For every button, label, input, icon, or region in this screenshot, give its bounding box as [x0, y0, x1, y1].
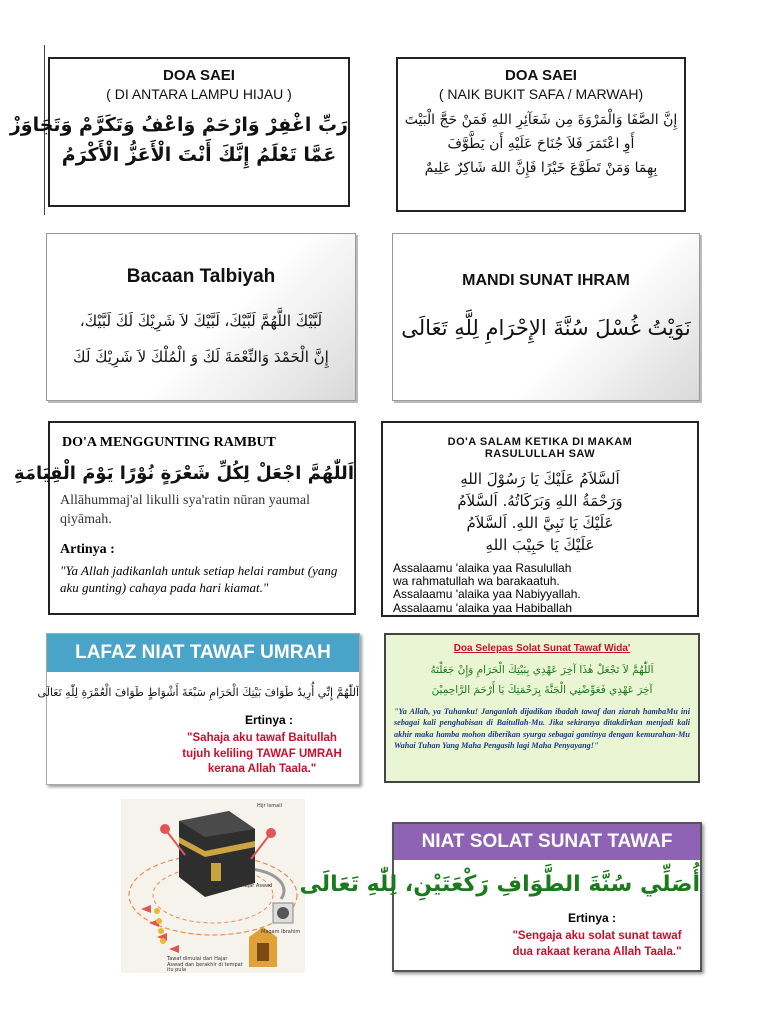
card-title: DO'A MENGGUNTING RAMBUT — [62, 435, 276, 450]
ertinya-label: Ertinya : — [567, 911, 616, 925]
card-banner — [394, 824, 700, 860]
meaning-text: "Ya Allah, ya Tuhanku! Janganlah dijadikan ibadah tawaf dan ziarah hambaMu ini sebagai kali penghabisan di Baitullah-Mu. Jika sekiranya ditakdirkan menjadi kali akhir maka hamba mohon diberikan syurga sebagai gantinya dengan kemurahan-Mu Wahai Tuhan Yang Maha Pengasih lagi Maha Penyayang!" — [394, 707, 690, 750]
arabic-line: اَللّٰهُمَّ إِنِّي أُرِيدُ طَوَافَ بَيْتِكَ الْحَرَامِ سَبْعَةَ أَشْوَاطٍ طَوَافَ الْعُمْرَةِ لِلّٰهِ تَعَالَى — [37, 686, 359, 699]
card-solat-tawaf — [299, 822, 702, 972]
card-tawaf-wida — [384, 633, 700, 783]
arabic-line: اَللّٰهُمَّ اجْعَلْ لِكُلِّ شَعْرَةٍ نُوْرًا يَوْمَ الْقِيَامَةِ — [13, 463, 354, 484]
meaning-text: "Sahaja aku tawaf Baitullah tujuh keliling TAWAF UMRAH kerana Allah Taala." — [182, 732, 342, 776]
card-talbiyah — [46, 233, 356, 401]
card-title: RASULULLAH SAW — [484, 448, 596, 460]
card-title: NIAT SOLAT SUNAT TAWAF — [421, 831, 673, 852]
card-title: LAFAZ NIAT TAWAF UMRAH — [75, 642, 331, 663]
card-title: DOA SAEI — [505, 67, 577, 84]
card-title: DO'A SALAM KETIKA DI MAKAM — [447, 436, 633, 448]
arabic-line: عَمَّا تَعْلَمُ إِنَّكَ أَنْتَ الْأَعَزُّ الْأَكْرَمُ — [61, 144, 337, 166]
latin-line: Assalaamu 'alaika yaa Habiballah — [393, 600, 573, 615]
card-tawaf-umrah — [37, 633, 360, 785]
card-title: MANDI SUNAT IHRAM — [462, 272, 630, 289]
arabic-line: بِهِمَا وَمَنْ تَطَوَّعَ خَيْرًا فَإِنَّ اللهَ شَاكِرٌ عَلِيمٌ — [424, 160, 658, 176]
artinya-label: Artinya : — [60, 541, 115, 557]
card-banner — [47, 634, 359, 672]
latin-line: Assalaamu 'alaika yaa Nabiyyallah. — [393, 587, 581, 602]
arabic-line: آخِرَ عَهْدِي فَعَوِّضْنِي الْجَنَّةَ بِرَحْمَتِكَ يَا أَرْحَمَ الرَّاحِمِيْنَ — [431, 684, 653, 696]
kaabah-illustration — [121, 799, 305, 973]
diagram-label: Maqam Ibrahim — [261, 929, 301, 935]
diagram-label: Tawaf dimulai dari Hajar Aswad dan berakhir di tempat itu pula — [167, 956, 243, 973]
arabic-line: اَللّٰهُمَّ لاَ تَجْعَلْ هٰذَا آخِرَ عَهْدِي بِبَيْتِكَ الْحَرَامِ وَإِنْ جَعَلْتَهُ — [430, 664, 654, 676]
arabic-line: نَوَيْتُ غُسْلَ سُنَّةَ الإِحْرَامِ لِلَّهِ تَعَالَى — [401, 316, 691, 340]
card-doa-saei-safa — [396, 57, 686, 212]
card-title: Bacaan Talbiyah — [126, 266, 276, 287]
diagram-label: Hijr Ismail — [257, 803, 282, 809]
arabic-line: لَبَّيْكَ اللَّهُمَّ لَبَّيْكَ، لَبَّيْكَ لاَ شَرِيْكَ لَكَ لَبَّيْكَ، — [79, 312, 323, 330]
meaning-text: "Sengaja aku solat sunat tawaf dua rakaat kerana Allah Taala." — [512, 930, 682, 958]
card-title: DOA SAEI — [163, 67, 235, 84]
card-mandi-ihram — [392, 233, 700, 401]
latin-line: Assalaamu 'alaika yaa Rasulullah — [393, 561, 572, 575]
arabic-line: أَوِ اعْتَمَرَ فَلاَ جُنَاحَ عَلَيْهِ أَن يَطَّوَّفَ — [447, 136, 635, 152]
latin-line: wa rahmatullah wa barakaatuh. — [393, 574, 560, 589]
card-title: Doa Selepas Solat Sunat Tawaf Wida' — [453, 643, 631, 654]
card-kaabah-diagram — [121, 799, 305, 973]
card-gunting-rambut — [13, 421, 356, 615]
arabic-line: عَلَيْكَ يَا نَبِيَّ اللهِ. اَلسَّلاَمُ — [466, 514, 614, 532]
card-subtitle: ( NAIK BUKIT SAFA / MARWAH) — [438, 86, 644, 102]
diagram-label: Hajar Aswad — [241, 883, 273, 889]
arabic-line: اَلسَّلاَمُ عَلَيْكَ يَا رَسُوْلَ اللهِ — [460, 470, 620, 488]
arabic-line: إِنَّ الصَّفَا وَالْمَرْوَةَ مِن شَعَآئِرِ اللهِ فَمَنْ حَجَّ الْبَيْتَ — [404, 112, 678, 128]
meaning-text: "Ya Allah jadikanlah untuk setiap helai rambut (yang aku gunting) cahaya pada hari kiamat." — [60, 562, 338, 596]
arabic-line: رَبِّ اغْفِرْ وَارْحَمْ وَاعْفُ وَتَكَرَّمْ وَتَجَاوَزْ — [9, 114, 348, 136]
arabic-line: أُصَلِّي سُنَّةَ الطَّوَافِ رَكْعَتَيْنِ، لِلّٰهِ تَعَالَى — [299, 872, 700, 897]
arabic-line: إِنَّ الْحَمْدَ وَالنِّعْمَةَ لَكَ وَ الْمُلْكَ لاَ شَرِيْكَ لَكَ — [73, 348, 329, 366]
arabic-line: وَرَحْمَةُ اللهِ وَبَرَكَاتُهُ. اَلسَّلاَمُ — [457, 492, 623, 510]
card-salam-makam — [381, 421, 699, 617]
ertinya-label: Ertinya : — [244, 713, 293, 727]
card-subtitle: ( DI ANTARA LAMPU HIJAU ) — [106, 86, 292, 102]
card-doa-saei-hijau — [9, 57, 350, 207]
transliteration: Allāhummaj'al likulli sya'ratin nūran yaumal qiyāmah. — [60, 493, 310, 527]
arabic-line: عَلَيْكَ يَا حَبِيْبَ اللهِ — [485, 536, 595, 554]
